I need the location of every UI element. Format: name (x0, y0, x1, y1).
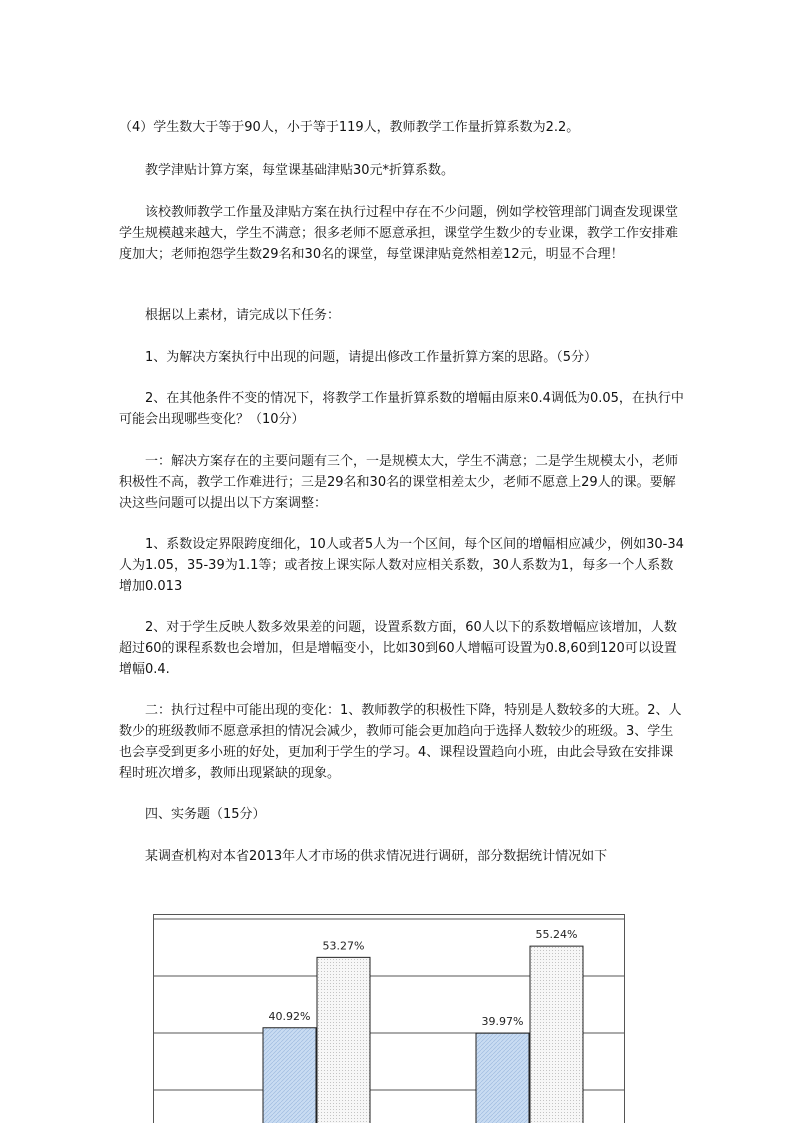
paragraph-answer-1-item-2: 2、对于学生反映人数多效果差的问题，设置系数方面，60人以下的系数增幅应该增加，人数超过60的课程系数也会增加，但是增幅变小，比如30到60人增幅可设置为0.8,60到120可以设置增幅0.4. (119, 620, 677, 677)
paragraph-answer-2: 二：执行过程中可能出现的变化：1、教师教学的积极性下降，特别是人数较多的大班。2、人数少的班级教师不愿意承担的情况会减少，教师可能会更加趋向于选择人数较少的班级。3、学生也会享受到更多小班的好处，更加利于学生的学习。4、课程设置趋向小班，由此会导致在安排课程时班次增多，教师出现紧缺的现象。 (119, 703, 682, 781)
bar-chart (153, 914, 625, 1123)
bar-series-1-cat-1 (263, 1028, 316, 1123)
paragraph-coefficient-rule-4: （4）学生数大于等于90人，小于等于119人，教师教学工作量折算系数为2.2。 (119, 120, 580, 135)
data-label-series-1-cat-2: 39.97% (481, 1015, 524, 1029)
paragraph-task-intro: 根据以上素材，请完成以下任务： (145, 308, 341, 323)
bar-series-2-cat-1 (317, 957, 370, 1123)
section-heading-practical: 四、实务题（15分） (145, 807, 266, 822)
data-label-series-2-cat-2: 55.24% (535, 928, 578, 942)
bar-series-2-cat-2 (530, 946, 583, 1123)
paragraph-survey-intro: 某调查机构对本省2013年人才市场的供求情况进行调研，部分数据统计情况如下 (145, 849, 608, 864)
paragraph-task-2: 2、在其他条件不变的情况下，将教学工作量折算系数的增幅由原来0.4调低为0.05，在执行中可能会出现哪些变化？（10分） (119, 391, 684, 427)
paragraph-task-1: 1、为解决方案执行中出现的问题，请提出修改工作量折算方案的思路。（5分） (145, 350, 598, 365)
bar-chart-svg (153, 914, 625, 1123)
paragraph-answer-1: 一：解决方案存在的主要问题有三个，一是规模太大，学生不满意；二是学生规模太小，老师积极性不高，教学工作难进行；三是29名和30名的课堂相差太少，老师不愿意上29人的课。要解决这些问题可以提出以下方案调整： (119, 454, 679, 511)
data-label-series-1-cat-1: 40.92% (268, 1009, 311, 1023)
bar-series-1-cat-2 (476, 1033, 529, 1123)
paragraph-answer-1-item-1: 1、系数设定界限跨度细化，10人或者5人为一个区间，每个区间的增幅相应减少，例如30-34人为1.05，35-39为1.1等；或者按上课实际人数对应相关系数，30人系数为1，每多一个人系数增加0.013 (119, 537, 684, 594)
data-label-series-2-cat-1: 53.27% (322, 939, 365, 953)
paragraph-problems: 该校教师教学工作量及津贴方案在执行过程中存在不少问题，例如学校管理部门调查发现课堂学生规模越来越大，学生不满意；很多老师不愿意承担，课堂学生数少的专业课，教学工作安排难度加大；老师抱怨学生数29名和30名的课堂，每堂课津贴竟然相差12元，明显不合理！ (119, 205, 679, 262)
paragraph-allowance-scheme: 教学津贴计算方案，每堂课基础津贴30元*折算系数。 (145, 163, 455, 178)
